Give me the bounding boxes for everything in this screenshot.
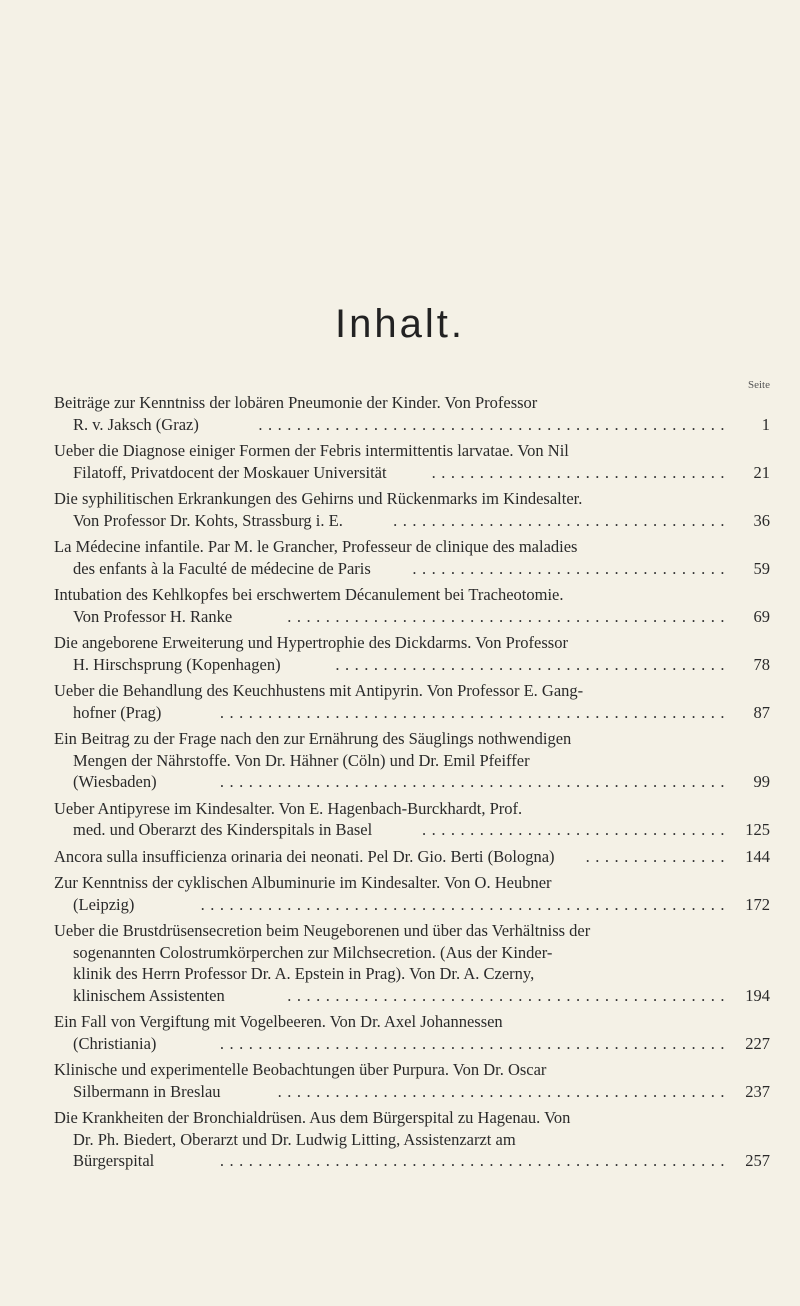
toc-entry-text: Beiträge zur Kenntniss der lobären Pneumonie der Kinder. Von Professor: [54, 393, 538, 412]
dot-leader: ...................................: [393, 510, 730, 530]
toc-entry: [0, 846, 800, 868]
toc-entry-line: [0, 985, 800, 1007]
toc-entry-text: La Médecine infantile. Par M. le Grancher, Professeur de clinique des maladies: [54, 537, 578, 556]
dot-leader: .....................................................: [219, 1151, 730, 1170]
toc-entry-line: [0, 510, 800, 532]
toc-entry-text: Die angeborene Erweiterung und Hypertrophie des Dickdarms. Von Professor: [54, 633, 568, 652]
toc-entry-text: Von Professor Dr. Kohts, Strassburg i. E.: [73, 510, 343, 530]
toc-entry-line: [0, 654, 800, 676]
toc-entry-text: Bürgerspital: [73, 1151, 155, 1170]
toc-entry-text: R. v. Jaksch (Graz): [73, 414, 199, 434]
toc-page-number: 144: [745, 846, 770, 866]
dot-leader: ..............................................: [287, 985, 730, 1005]
page-title: Inhalt.: [335, 302, 465, 346]
dot-leader: ...............................: [431, 462, 730, 482]
toc-entry-text: sogenannten Colostrumkörperchen zur Milchsecretion. (Aus der Kinder-: [73, 942, 553, 962]
toc-entry: [0, 584, 800, 627]
toc-page-number: 194: [745, 985, 770, 1005]
dot-leader: .........................................: [335, 654, 730, 674]
toc-entry: [0, 440, 800, 483]
dot-leader: ................................: [422, 820, 730, 839]
toc-entry-line: [0, 798, 800, 820]
toc-entry-text: Die Krankheiten der Bronchialdrüsen. Aus dem Bürgerspital zu Hagenau. Von: [54, 1108, 571, 1127]
dot-leader: ..............................................: [287, 606, 730, 626]
toc-entry-text: des enfants à la Faculté de médecine de Paris: [73, 558, 371, 578]
dot-leader: .....................................................: [219, 702, 730, 722]
toc-entry-text: med. und Oberarzt des Kinderspitals in Basel: [73, 820, 373, 839]
toc-page-number: 21: [753, 462, 770, 482]
toc-entry-line: [0, 819, 800, 841]
toc-page-number: 1: [761, 414, 770, 434]
toc-entry-line: [0, 462, 800, 484]
toc-entry-text: Ancora sulla insufficienza orinaria dei neonati. Pel Dr. Gio. Berti (Bologna): [54, 846, 555, 866]
toc-page-number: 172: [745, 894, 770, 914]
dot-leader: .......................................................: [200, 894, 730, 914]
toc-entry: [0, 632, 800, 675]
toc-entry-line: [0, 440, 800, 462]
toc-entry-line: [0, 872, 800, 894]
toc-entry-line: [0, 894, 800, 916]
toc-entry-text: Ein Fall von Vergiftung mit Vogelbeeren. Von Dr. Axel Johannessen: [54, 1012, 503, 1031]
toc-entry-text: Ueber Antipyrese im Kindesalter. Von E. Hagenbach-Burckhardt, Prof.: [54, 798, 523, 818]
dot-leader: .................................................: [258, 414, 730, 434]
toc-entry-line: [0, 558, 800, 580]
toc-page-number: 78: [753, 654, 770, 674]
toc-entry: [0, 728, 800, 793]
toc-entry: [0, 1107, 800, 1172]
toc-entry-line: [0, 963, 800, 985]
toc-entry-text: Intubation des Kehlkopfes bei erschwertem Décanulement bei Tracheotomie.: [54, 585, 564, 604]
toc-entry-line: [0, 1033, 800, 1055]
toc-entry-text: (Leipzig): [73, 894, 135, 914]
page-column-label: Seite: [748, 379, 770, 391]
toc-entry-text: Von Professor H. Ranke: [73, 606, 233, 626]
toc-entry-text: klinik des Herrn Professor Dr. A. Epstein in Prag). Von Dr. A. Czerny,: [73, 964, 535, 983]
dot-leader: ...............: [585, 846, 730, 866]
toc-entry-line: [0, 702, 800, 724]
toc-entry-text: klinischem Assistenten: [73, 985, 225, 1005]
toc-entry-line: [0, 1011, 800, 1033]
toc-entry-line: [0, 920, 800, 942]
toc-entry-text: Ueber die Behandlung des Keuchhustens mit Antipyrin. Von Professor E. Gang-: [54, 681, 584, 700]
table-of-contents: [0, 392, 800, 1177]
toc-entry-text: hofner (Prag): [73, 702, 162, 722]
toc-entry-text: Ein Beitrag zu der Frage nach den zur Ernährung des Säuglings nothwendigen: [54, 729, 572, 748]
toc-entry: [0, 798, 800, 841]
dot-leader: ...............................................: [277, 1081, 730, 1101]
toc-entry-text: Filatoff, Privatdocent der Moskauer Universität: [73, 462, 387, 482]
toc-entry-text: Klinische und experimentelle Beobachtungen über Purpura. Von Dr. Oscar: [54, 1060, 547, 1079]
toc-page-number: 87: [753, 702, 770, 722]
toc-entry: [0, 680, 800, 723]
toc-page-number: 59: [753, 558, 770, 578]
toc-entry-line: [0, 750, 800, 772]
toc-entry: [0, 920, 800, 1006]
toc-entry: [0, 1059, 800, 1102]
toc-entry-text: Dr. Ph. Biedert, Oberarzt und Dr. Ludwig Litting, Assistenzarzt am: [73, 1129, 516, 1149]
toc-entry-line: [0, 680, 800, 702]
toc-entry-line: [0, 632, 800, 654]
toc-entry-text: Ueber die Brustdrüsensecretion beim Neugeborenen und über das Verhältniss der: [54, 921, 591, 940]
toc-entry-text: Zur Kenntniss der cyklischen Albuminurie im Kindesalter. Von O. Heubner: [54, 873, 552, 892]
toc-page-number: 36: [753, 510, 770, 530]
toc-entry-line: [0, 942, 800, 964]
toc-entry: [0, 536, 800, 579]
toc-entry-line: [0, 488, 800, 510]
toc-page-number: 125: [745, 820, 770, 839]
dot-leader: .....................................................: [219, 1033, 730, 1053]
toc-entry: [0, 488, 800, 531]
toc-page-number: 99: [753, 772, 770, 791]
toc-entry-text: (Christiania): [73, 1033, 157, 1053]
toc-entry-text: Silbermann in Breslau: [73, 1081, 221, 1101]
toc-entry-line: [0, 1150, 800, 1172]
toc-entry-text: Ueber die Diagnose einiger Formen der Febris intermittentis larvatae. Von Nil: [54, 441, 569, 460]
dot-leader: .................................: [412, 558, 730, 578]
toc-page-number: 237: [745, 1081, 770, 1101]
toc-page-number: 227: [745, 1033, 770, 1053]
toc-entry-line: [0, 1081, 800, 1103]
toc-entry-line: [0, 1107, 800, 1129]
dot-leader: .....................................................: [219, 772, 730, 791]
toc-entry-line: [0, 414, 800, 436]
toc-entry: [0, 392, 800, 435]
toc-entry-text: (Wiesbaden): [73, 772, 157, 791]
toc-entry-line: [0, 1059, 800, 1081]
toc-page-number: 69: [753, 606, 770, 626]
toc-entry-line: [0, 392, 800, 414]
toc-entry: [0, 1011, 800, 1054]
toc-entry-text: Mengen der Nährstoffe. Von Dr. Hähner (Cöln) und Dr. Emil Pfeiffer: [73, 750, 530, 770]
toc-entry-line: [0, 771, 800, 793]
toc-entry-line: [0, 606, 800, 628]
toc-entry-line: [0, 536, 800, 558]
toc-entry-text: H. Hirschsprung (Kopenhagen): [73, 654, 281, 674]
toc-page-number: 257: [745, 1151, 770, 1170]
toc-entry-line: [0, 1129, 800, 1151]
toc-entry-line: [0, 728, 800, 750]
toc-entry-line: [0, 584, 800, 606]
toc-entry-text: Die syphilitischen Erkrankungen des Gehirns und Rückenmarks im Kindesalter.: [54, 489, 583, 508]
toc-entry: [0, 872, 800, 915]
toc-entry-line: [0, 846, 800, 868]
